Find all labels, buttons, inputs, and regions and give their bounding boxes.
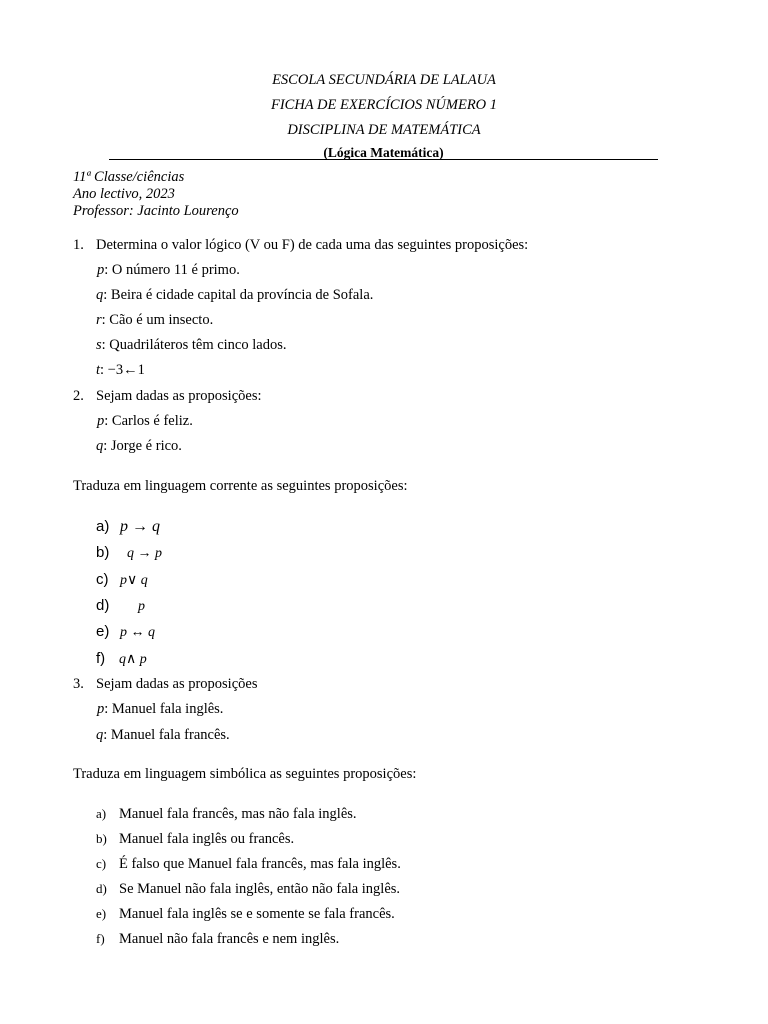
option-label: e)	[96, 623, 110, 640]
school-year: Ano lectivo, 2023	[73, 186, 175, 202]
proposition-item	[97, 262, 240, 279]
option-item	[96, 518, 160, 536]
option-item	[96, 906, 395, 923]
option-item	[96, 831, 294, 848]
option-text: Manuel fala francês, mas não fala inglês.	[119, 806, 357, 822]
question-number: 3.	[73, 676, 84, 692]
proposition-symbol: s	[96, 337, 102, 353]
question-number: 2.	[73, 388, 84, 404]
proposition-item	[96, 337, 286, 354]
option-item	[96, 806, 357, 823]
subject-title: DISCIPLINA DE MATEMÁTICA	[287, 122, 481, 138]
proposition-text: : Manuel fala francês.	[103, 727, 230, 743]
question-text: Sejam dadas as proposições:	[96, 388, 262, 404]
proposition-symbol: q	[96, 438, 104, 454]
proposition-symbol: p	[97, 262, 105, 278]
class-info	[73, 169, 239, 220]
question-number: 1.	[73, 237, 84, 253]
proposition-symbol: q	[96, 727, 104, 743]
proposition-symbol: p	[97, 413, 105, 429]
instruction-text: Traduza em linguagem corrente as seguintes proposições:	[73, 478, 408, 494]
proposition-item	[96, 727, 230, 744]
instruction-text: Traduza em linguagem simbólica as seguintes proposições:	[73, 766, 417, 782]
proposition-item	[96, 312, 213, 329]
proposition-text: : Beira é cidade capital da província de Sofala.	[103, 287, 374, 303]
document-header	[0, 68, 768, 143]
option-item	[96, 571, 148, 589]
option-item	[96, 650, 147, 668]
option-label: f)	[96, 931, 105, 946]
option-text: Manuel fala inglês se e somente se fala francês.	[119, 906, 395, 922]
option-item	[96, 856, 401, 873]
class-label: 11ª Classe/ciências	[73, 169, 185, 185]
option-expression: q → p	[127, 546, 162, 561]
option-label: b)	[96, 544, 110, 561]
proposition-text: : Jorge é rico.	[103, 438, 182, 454]
school-name: ESCOLA SECUNDÁRIA DE LALAUA	[272, 72, 496, 88]
option-item	[96, 881, 400, 898]
option-label: e)	[96, 906, 107, 921]
topic-title	[109, 146, 658, 160]
proposition-item	[96, 438, 182, 455]
option-label: a)	[96, 806, 107, 821]
option-item	[96, 544, 162, 562]
option-expression: p∨ q	[120, 573, 148, 588]
option-label: d)	[96, 597, 110, 614]
proposition-symbol: q	[96, 287, 104, 303]
proposition-text: : Carlos é feliz.	[104, 413, 193, 429]
option-text: Manuel fala inglês ou francês.	[119, 831, 295, 847]
topic-text: (Lógica Matemática)	[323, 145, 444, 160]
option-label: f)	[96, 650, 106, 667]
option-expression: q∧ p	[119, 652, 147, 667]
proposition-symbol: r	[96, 312, 102, 328]
proposition-item	[97, 701, 223, 718]
question-text: Determina o valor lógico (V ou F) de cada uma das seguintes proposições:	[96, 237, 529, 253]
proposition-symbol: p	[97, 701, 105, 717]
proposition-text: : O número 11 é primo.	[104, 262, 240, 278]
option-label: b)	[96, 831, 107, 846]
option-text: É falso que Manuel fala francês, mas fala inglês.	[119, 856, 401, 872]
option-label: c)	[96, 856, 107, 871]
proposition-text: : Manuel fala inglês.	[104, 701, 224, 717]
teacher-name: Professor: Jacinto Lourenço	[73, 203, 239, 219]
proposition-symbol: t	[96, 362, 101, 378]
proposition-item	[96, 362, 145, 379]
proposition-item	[97, 413, 193, 430]
proposition-item	[96, 287, 373, 304]
option-item	[96, 623, 155, 641]
proposition-text: : Quadriláteros têm cinco lados.	[101, 337, 287, 353]
question-text: Sejam dadas as proposições	[96, 676, 258, 692]
proposition-text: : Cão é um insecto.	[101, 312, 214, 328]
option-text: Manuel não fala francês e nem inglês.	[119, 931, 340, 947]
option-label: d)	[96, 881, 107, 896]
option-item	[96, 597, 145, 615]
option-expression: p	[138, 599, 145, 614]
option-label: a)	[96, 518, 110, 535]
option-text: Se Manuel não fala inglês, então não fala inglês.	[119, 881, 401, 897]
proposition-text: : −3←1	[100, 362, 145, 378]
option-item	[96, 931, 339, 948]
option-expression: p ↔ q	[120, 625, 155, 640]
option-label: c)	[96, 571, 109, 588]
sheet-title: FICHA DE EXERCÍCIOS NÚMERO 1	[270, 97, 498, 113]
option-expression: p → q	[120, 518, 160, 535]
